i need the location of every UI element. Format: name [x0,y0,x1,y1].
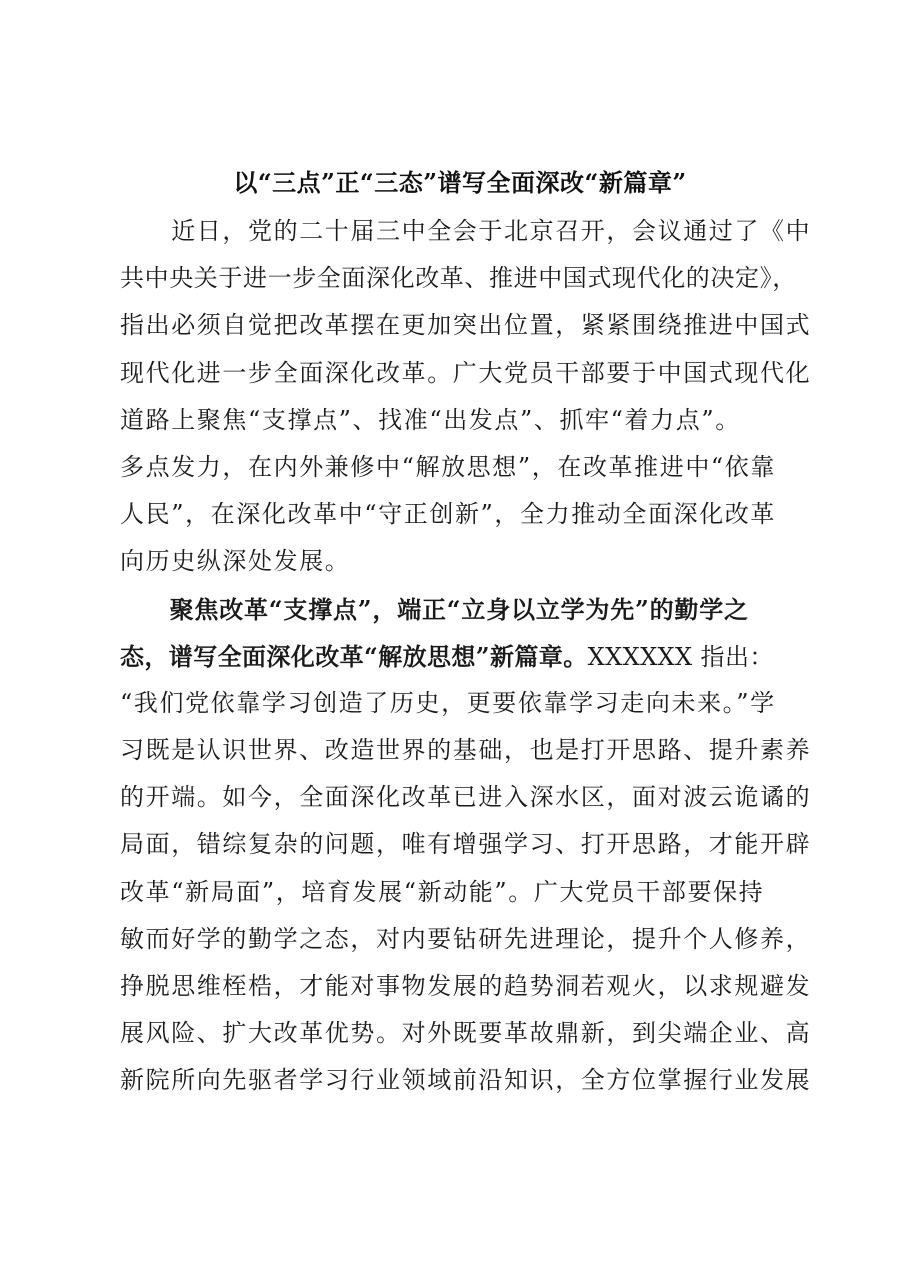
body-line-13: 的开端。如今，全面深化改革已进入深水区，面对波云诡谲的 [120,783,812,812]
body-line-16: 敏而好学的勤学之态，对内要钻研先进理论，提升个人修养， [120,924,812,953]
section-heading-line-2 [120,633,800,680]
body-line-11: “我们党依靠学习创造了历史，更要依靠学习走向未来。”学 [120,688,776,717]
quote-intro: XXXXXX 指出： [587,642,774,671]
article-body [120,208,812,1105]
body-line-4: 现代化进一步全面深化改革。广大党员干部要于中国式现代化 [120,358,812,387]
body-line-3: 指出必须自觉把改革摆在更加突出位置，紧紧围绕推进中国式 [120,311,812,340]
body-line-6: 多点发力，在内外兼修中“解放思想”，在改革推进中“依靠 [120,452,777,481]
body-line-15: 改革“新局面”，培育发展“新动能”。广大党员干部要保持 [120,877,765,906]
body-line-2: 共中央关于进一步全面深化改革、推进中国式现代化的决定》， [120,264,797,293]
body-line-12: 习既是认识世界、改造世界的基础，也是打开思路、提升素养 [120,736,812,765]
body-line-8: 向历史纵深处发展。 [120,547,351,576]
body-line-19: 新院所向先驱者学习行业领域前沿知识，全方位掌握行业发展 [120,1066,812,1095]
body-line-1: 近日，党的二十届三中全会于北京召开，会议通过了《中 [120,217,812,245]
body-line-5: 道路上聚焦“支撑点”、找准“出发点”、抓牢“着力点”。 [120,405,741,434]
body-line-18: 展风险、扩大改革优势。对外既要革故鼎新，到尖端企业、高 [120,1019,812,1048]
body-line-14: 局面，错综复杂的问题，唯有增强学习、打开思路，才能开辟 [120,830,812,859]
section-heading-tail: 态，谱写全面深化改革“解放思想”新篇章。 [120,641,588,671]
article-title: 以“三点”正“三态”谱写全面深改“新篇章” [233,168,687,197]
body-line-17: 挣脱思维桎梏，才能对事物发展的趋势洞若观火，以求规避发 [120,972,812,1000]
body-line-7: 人民”，在深化改革中“守正创新”，全力推动全面深化改革 [120,500,777,529]
section-heading-line-1: 聚焦改革“支撑点”，端正“立身以立学为先”的勤学之 [120,594,749,624]
